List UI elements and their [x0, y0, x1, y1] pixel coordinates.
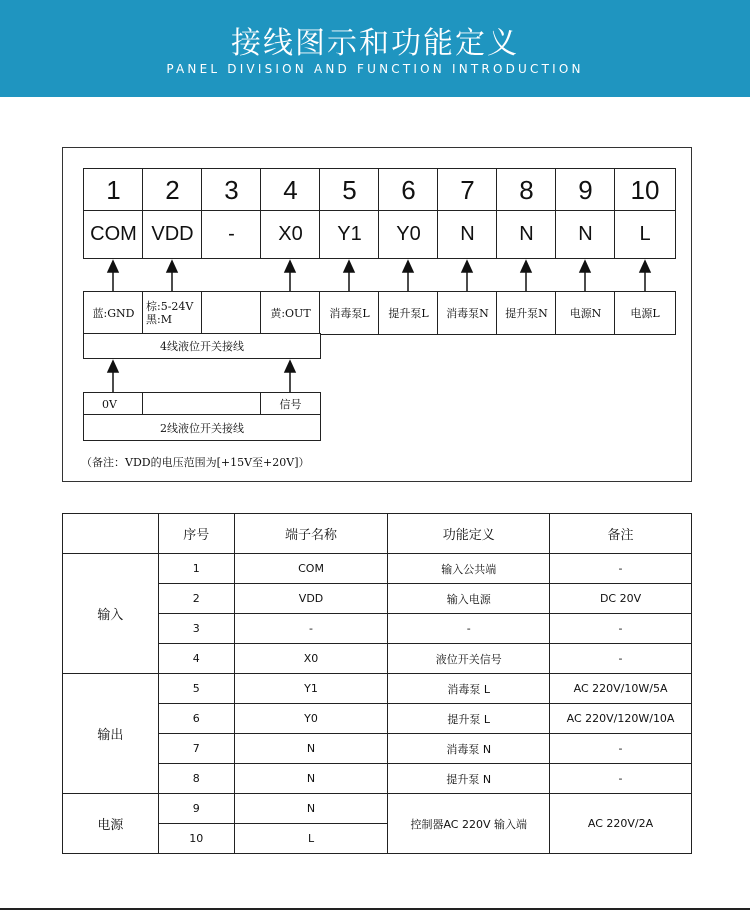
cell-no: 6	[158, 704, 234, 734]
cell-name: N	[234, 794, 388, 824]
terminal-signal: N	[555, 210, 616, 259]
cell-remark: AC 220V/120W/10A	[550, 704, 692, 734]
cell-no: 10	[158, 824, 234, 854]
wiring-diagram	[62, 147, 692, 482]
terminal-number: 3	[201, 168, 262, 212]
function-table	[62, 513, 692, 854]
bottom-divider	[0, 908, 750, 910]
cell-remark: AC 220V/2A	[550, 794, 692, 854]
cell-no: 4	[158, 644, 234, 674]
zero-volt-label: 0V	[83, 392, 144, 416]
cell-name: N	[234, 734, 388, 764]
terminal-signal: Y1	[319, 210, 380, 259]
cell-no: 7	[158, 734, 234, 764]
group-input: 输入	[63, 554, 159, 674]
cell-func: 液位开关信号	[388, 644, 550, 674]
table-header-row	[63, 514, 692, 554]
voltage-note: （备注：VDD的电压范围为[+15V至+20V]）	[81, 456, 310, 469]
terminal-wire-label: 提升泵L	[378, 291, 439, 335]
cell-name: COM	[234, 554, 388, 584]
cell-remark: -	[550, 644, 692, 674]
terminal-signal: -	[201, 210, 262, 259]
cell-remark: -	[550, 554, 692, 584]
table-row	[63, 554, 692, 584]
cell-remark: -	[550, 614, 692, 644]
cell-name: Y1	[234, 674, 388, 704]
terminal-wire-label: 消毒泵N	[437, 291, 498, 335]
terminal-wire-label: 电源L	[614, 291, 676, 335]
terminal-number: 8	[496, 168, 557, 212]
cell-remark: -	[550, 764, 692, 794]
table-header-blank	[63, 514, 159, 554]
table-header: 备注	[550, 514, 692, 554]
cell-remark: AC 220V/10W/5A	[550, 674, 692, 704]
cell-name: VDD	[234, 584, 388, 614]
cell-func: 消毒泵 L	[388, 674, 550, 704]
cell-no: 2	[158, 584, 234, 614]
terminal-number: 6	[378, 168, 439, 212]
cell-no: 8	[158, 764, 234, 794]
terminal-number: 7	[437, 168, 498, 212]
terminal-signal: COM	[83, 210, 144, 259]
table-header: 端子名称	[234, 514, 388, 554]
cell-remark: DC 20V	[550, 584, 692, 614]
terminal-number: 4	[260, 168, 321, 212]
terminal-wire-label: 电源N	[555, 291, 616, 335]
terminal-signal: VDD	[142, 210, 203, 259]
terminal-signal: N	[437, 210, 498, 259]
terminal-signal: L	[614, 210, 676, 259]
cell-func: 提升泵 N	[388, 764, 550, 794]
cell-func: -	[388, 614, 550, 644]
cell-no: 1	[158, 554, 234, 584]
terminal-wire-label: 消毒泵L	[319, 291, 380, 335]
table-row	[63, 674, 692, 704]
signal-label: 信号	[260, 392, 321, 416]
cell-func: 控制器AC 220V 输入端	[388, 794, 550, 854]
four-wire-switch-label: 4线液位开关接线	[83, 333, 321, 359]
terminal-number: 2	[142, 168, 203, 212]
group-power: 电源	[63, 794, 159, 854]
cell-name: Y0	[234, 704, 388, 734]
header-banner	[0, 0, 750, 97]
terminal-wire-label: 蓝:GND	[83, 291, 144, 335]
cell-func: 消毒泵 N	[388, 734, 550, 764]
cell-func: 输入公共端	[388, 554, 550, 584]
group-output: 输出	[63, 674, 159, 794]
terminal-signal: N	[496, 210, 557, 259]
table-header: 序号	[158, 514, 234, 554]
cell-no: 5	[158, 674, 234, 704]
terminal-signal: Y0	[378, 210, 439, 259]
page-subtitle: PANEL DIVISION AND FUNCTION INTRODUCTION	[166, 62, 584, 76]
table-header: 功能定义	[388, 514, 550, 554]
terminal-wire-label	[201, 291, 262, 335]
terminal-wire-label: 提升泵N	[496, 291, 557, 335]
cell-name: N	[234, 764, 388, 794]
terminal-number: 1	[83, 168, 144, 212]
terminal-wire-label: 黄:OUT	[260, 291, 321, 335]
terminal-number: 10	[614, 168, 676, 212]
terminal-wire-label: 棕:5-24V 黑:M	[142, 291, 203, 335]
terminal-number: 9	[555, 168, 616, 212]
two-wire-switch-label: 2线液位开关接线	[83, 414, 321, 441]
cell-name: L	[234, 824, 388, 854]
cell-remark: -	[550, 734, 692, 764]
terminal-signal: X0	[260, 210, 321, 259]
cell-no: 3	[158, 614, 234, 644]
blank-cell	[142, 392, 262, 416]
cell-no: 9	[158, 794, 234, 824]
table-row	[63, 794, 692, 824]
terminal-number: 5	[319, 168, 380, 212]
cell-func: 输入电源	[388, 584, 550, 614]
cell-func: 提升泵 L	[388, 704, 550, 734]
page-title: 接线图示和功能定义	[231, 26, 519, 61]
cell-name: X0	[234, 644, 388, 674]
cell-name: -	[234, 614, 388, 644]
